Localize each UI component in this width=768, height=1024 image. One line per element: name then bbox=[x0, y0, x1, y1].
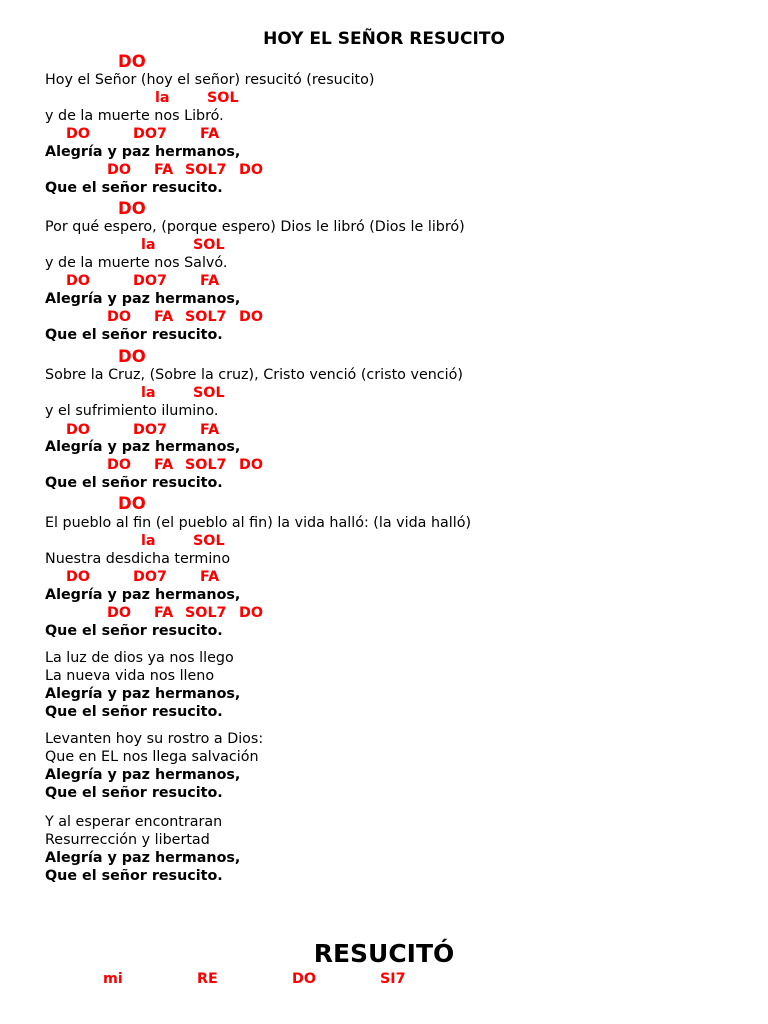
chorus-chord-do7: DO7 bbox=[133, 569, 167, 585]
chorus-chord-sol7: SOL7 bbox=[185, 162, 227, 178]
verse-line-1: La luz de dios ya nos llego bbox=[45, 650, 234, 666]
chorus-line-2: Que el señor resucito. bbox=[45, 180, 223, 196]
verse-line-2: Que en EL nos llega salvación bbox=[45, 749, 259, 765]
chorus-chord-do7: DO7 bbox=[133, 126, 167, 142]
chorus-chord-do: DO bbox=[107, 605, 132, 621]
chorus-chord-do: DO bbox=[239, 162, 264, 178]
chorus-chord-fa: FA bbox=[200, 569, 220, 585]
song-title: HOY EL SEÑOR RESUCITO bbox=[263, 29, 505, 49]
chorus-line-2: Que el señor resucito. bbox=[45, 623, 223, 639]
verse-line-2: y de la muerte nos Libró. bbox=[45, 108, 224, 124]
chorus-chord-do: DO bbox=[239, 457, 264, 473]
chord-la: la bbox=[155, 90, 170, 106]
chorus-chord-fa: FA bbox=[154, 162, 174, 178]
chorus-chord-do: DO bbox=[107, 162, 132, 178]
chorus-line-2: Que el señor resucito. bbox=[45, 868, 223, 884]
chord-si7: SI7 bbox=[380, 971, 406, 987]
chorus-line-1: Alegría y paz hermanos, bbox=[45, 850, 241, 866]
chorus-chord-do7: DO7 bbox=[133, 422, 167, 438]
chorus-chord-fa: FA bbox=[154, 309, 174, 325]
chorus-chord-fa: FA bbox=[154, 605, 174, 621]
chord-top: DO bbox=[118, 52, 146, 71]
chord-sol: SOL bbox=[193, 237, 225, 253]
chorus-line-2: Que el señor resucito. bbox=[45, 475, 223, 491]
verse-line-2: y el sufrimiento ilumino. bbox=[45, 403, 219, 419]
chorus-line-2: Que el señor resucito. bbox=[45, 785, 223, 801]
chorus-chord-do: DO bbox=[66, 422, 91, 438]
chorus-chord-do: DO bbox=[239, 605, 264, 621]
chord-mi: mi bbox=[103, 971, 123, 987]
chorus-chord-do: DO bbox=[107, 309, 132, 325]
chord-la: la bbox=[141, 237, 156, 253]
verse-line-1: El pueblo al fin (el pueblo al fin) la vida halló: (la vida halló) bbox=[45, 515, 472, 531]
chord-do: DO bbox=[292, 971, 317, 987]
verse-line-1: Levanten hoy su rostro a Dios: bbox=[45, 731, 264, 747]
chord-re: RE bbox=[197, 971, 218, 987]
chord-top: DO bbox=[118, 199, 146, 218]
chord-la: la bbox=[141, 533, 156, 549]
verse-line-2: La nueva vida nos lleno bbox=[45, 668, 215, 684]
chorus-line-2: Que el señor resucito. bbox=[45, 327, 223, 343]
chorus-line-2: Que el señor resucito. bbox=[45, 704, 223, 720]
chord-top: DO bbox=[118, 347, 146, 366]
verse-line-1: Sobre la Cruz, (Sobre la cruz), Cristo venció (cristo venció) bbox=[45, 367, 463, 383]
chorus-chord-sol7: SOL7 bbox=[185, 605, 227, 621]
verse-line-2: Nuestra desdicha termino bbox=[45, 551, 231, 567]
chorus-line-1: Alegría y paz hermanos, bbox=[45, 144, 241, 160]
chorus-chord-do: DO bbox=[107, 457, 132, 473]
chorus-line-1: Alegría y paz hermanos, bbox=[45, 291, 241, 307]
chorus-line-1: Alegría y paz hermanos, bbox=[45, 686, 241, 702]
chorus-chord-do7: DO7 bbox=[133, 273, 167, 289]
chord-sol: SOL bbox=[207, 90, 239, 106]
second-song-title: RESUCITÓ bbox=[313, 939, 455, 968]
chorus-chord-do: DO bbox=[239, 309, 264, 325]
chorus-chord-fa: FA bbox=[154, 457, 174, 473]
chorus-chord-fa: FA bbox=[200, 126, 220, 142]
chorus-line-1: Alegría y paz hermanos, bbox=[45, 587, 241, 603]
chorus-chord-do: DO bbox=[66, 569, 91, 585]
chorus-chord-fa: FA bbox=[200, 422, 220, 438]
chorus-chord-do: DO bbox=[66, 273, 91, 289]
chorus-line-1: Alegría y paz hermanos, bbox=[45, 767, 241, 783]
verse-line-2: Resurrección y libertad bbox=[45, 832, 210, 848]
chord-la: la bbox=[141, 385, 156, 401]
verse-line-2: y de la muerte nos Salvó. bbox=[45, 255, 228, 271]
chord-sol: SOL bbox=[193, 533, 225, 549]
chord-top: DO bbox=[118, 494, 146, 513]
verse-line-1: Hoy el Señor (hoy el señor) resucitó (resucito) bbox=[45, 72, 375, 88]
chorus-line-1: Alegría y paz hermanos, bbox=[45, 439, 241, 455]
chorus-chord-fa: FA bbox=[200, 273, 220, 289]
verse-line-1: Por qué espero, (porque espero) Dios le libró (Dios le libró) bbox=[45, 219, 465, 235]
chorus-chord-sol7: SOL7 bbox=[185, 309, 227, 325]
chord-sol: SOL bbox=[193, 385, 225, 401]
chorus-chord-do: DO bbox=[66, 126, 91, 142]
chorus-chord-sol7: SOL7 bbox=[185, 457, 227, 473]
verse-line-1: Y al esperar encontraran bbox=[45, 814, 223, 830]
